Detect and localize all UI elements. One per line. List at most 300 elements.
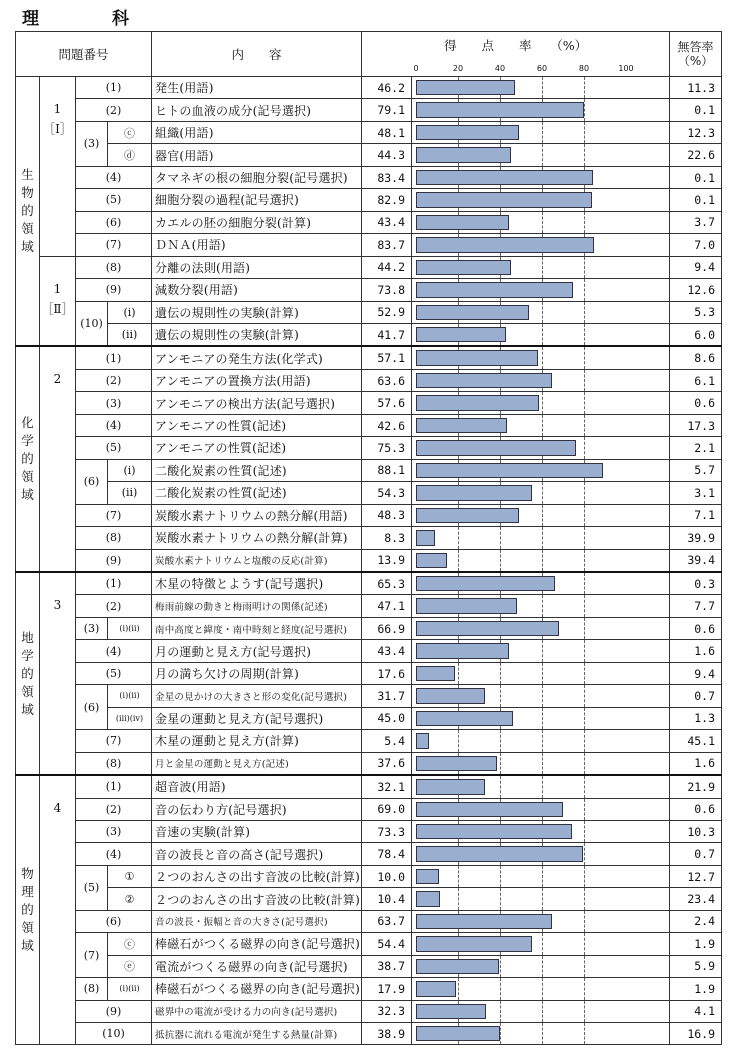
sub-question: ① [108,865,152,887]
content-cell: 月と金星の運動と見え方(記述) [152,752,362,775]
content-cell: アンモニアの検出方法(記号選択) [152,392,362,414]
sub-question: (ⅲ)(ⅳ) [108,707,152,729]
rate-value: 73.8 [362,279,412,301]
rate-value: 66.9 [362,617,412,639]
gridline [584,279,585,300]
table-row [16,482,722,504]
question-number: (2) [76,595,152,617]
rate-bar [416,981,456,996]
gridline [584,212,585,233]
question-number: (3) [76,820,152,842]
sub-question: ⓒ [108,121,152,143]
rate-bar-cell [412,640,670,662]
table-row [16,775,722,798]
gridline [500,550,501,571]
no-answer-value: 0.1 [670,166,722,188]
problem-no-header: 問題番号 [16,32,152,77]
no-answer-value: 3.7 [670,211,722,233]
rate-bar [416,779,485,794]
gridline [584,1001,585,1022]
sub-question: (ⅰ)(ⅱ) [108,617,152,639]
table-row [16,572,722,595]
rate-bar [416,846,583,861]
question-number: (6) [76,459,108,504]
table-row [16,798,722,820]
table-row [16,234,722,256]
rate-value: 17.9 [362,978,412,1000]
rate-bar-cell [412,775,670,798]
rate-value: 48.3 [362,504,412,526]
axis-tick-label: 100 [618,64,634,73]
rate-value: 54.4 [362,933,412,955]
gridline [584,99,585,120]
gridline [584,978,585,999]
content-cell: 金星の運動と見え方(記号選択) [152,707,362,729]
table-row [16,1000,722,1022]
gridline [458,730,459,751]
content-cell: 遺伝の規則性の実験(計算) [152,323,362,346]
no-answer-value: 1.9 [670,978,722,1000]
question-number: (3) [76,121,108,166]
no-answer-value: 11.3 [670,77,722,99]
rate-bar [416,147,511,162]
no-answer-value: 5.7 [670,459,722,481]
no-answer-value: 21.9 [670,775,722,798]
rate-value: 88.1 [362,459,412,481]
rate-bar [416,463,603,478]
gridline [542,257,543,278]
table-body [16,77,722,1045]
content-cell: 金星の見かけの大きさと形の変化(記号選択) [152,685,362,707]
gridline [584,799,585,820]
content-cell: 磁界中の電流が受ける力の向き(記号選択) [152,1000,362,1022]
rate-bar-cell [412,392,670,414]
rate-bar-cell [412,1023,670,1045]
table-row [16,910,722,932]
gridline [500,527,501,548]
rate-value: 69.0 [362,798,412,820]
gridline [542,144,543,165]
table-row [16,323,722,346]
rate-bar [416,576,555,591]
gridline [500,866,501,887]
table-row [16,662,722,684]
table-row [16,820,722,842]
question-number: (8) [76,752,152,775]
gridline [584,370,585,391]
table-row [16,99,722,121]
table-row [16,414,722,436]
axis-tick-label: 40 [494,64,506,73]
question-number: (5) [76,189,152,211]
content-cell: 木星の運動と見え方(計算) [152,730,362,752]
question-number: (9) [76,549,152,572]
gridline [458,888,459,909]
gridline [500,1023,501,1044]
no-answer-value: 5.3 [670,301,722,323]
rate-bar-cell [412,414,670,436]
rate-bar-cell [412,549,670,572]
rate-bar-cell [412,527,670,549]
no-answer-value: 2.4 [670,910,722,932]
table-row [16,121,722,143]
rate-value: 31.7 [362,685,412,707]
question-number: (5) [76,865,108,910]
content-cell: 炭酸水素ナトリウムと塩酸の反応(計算) [152,549,362,572]
rate-bar-cell [412,99,670,121]
group-label: 3 [40,572,76,775]
table-row [16,843,722,865]
rate-bar-cell [412,955,670,977]
gridline [542,640,543,661]
question-number: (8) [76,256,152,278]
table-row [16,752,722,775]
rate-value: 5.4 [362,730,412,752]
table-row [16,707,722,729]
content-cell: 音の波長と音の高さ(記号選択) [152,843,362,865]
rate-bar [416,485,532,500]
no-answer-value: 6.0 [670,323,722,346]
field-label: 物 理 的 領 域 [16,775,40,1045]
gridline [542,324,543,345]
gridline [500,753,501,774]
no-answer-value: 16.9 [670,1023,722,1045]
rate-bar-cell [412,144,670,166]
rate-bar-cell [412,617,670,639]
rate-bar-cell [412,572,670,595]
gridline [500,730,501,751]
content-cell: 音の伝わり方(記号選択) [152,798,362,820]
rate-bar [416,440,576,455]
rate-bar [416,192,592,207]
gridline [500,776,501,797]
table-row [16,1023,722,1045]
table-row [16,166,722,188]
rate-bar [416,80,515,95]
sub-question: ⓓ [108,144,152,166]
sub-question: ⓒ [108,933,152,955]
rate-value: 54.3 [362,482,412,504]
sub-question: (ⅱ) [108,323,152,346]
axis-tick-label: 0 [413,64,419,73]
field-label: 生 物 的 領 域 [16,77,40,347]
rate-value: 46.2 [362,77,412,99]
group-label: 4 [40,775,76,1045]
no-answer-value: 22.6 [670,144,722,166]
question-number: (5) [76,662,152,684]
content-cell: 炭酸水素ナトリウムの熱分解(用語) [152,504,362,526]
axis-tick-label: 20 [452,64,464,73]
gridline [584,730,585,751]
gridline [542,708,543,729]
question-number: (7) [76,730,152,752]
gridline [542,663,543,684]
rate-value: 37.6 [362,752,412,775]
no-answer-value: 8.6 [670,346,722,369]
question-number: (9) [76,1000,152,1022]
rate-bar [416,959,499,974]
no-answer-value: 1.3 [670,707,722,729]
gridline [542,550,543,571]
rate-value: 83.7 [362,234,412,256]
no-answer-value: 5.9 [670,955,722,977]
gridline [500,685,501,706]
question-number: (7) [76,504,152,526]
gridline [584,437,585,458]
rate-value: 10.4 [362,888,412,910]
table-row [16,955,722,977]
rate-bar-cell [412,1000,670,1022]
content-cell: 電流がつくる磁界の向き(記号選択) [152,955,362,977]
rate-value: 41.7 [362,323,412,346]
gridline [542,730,543,751]
results-table [15,31,722,1045]
rate-bar-cell [412,865,670,887]
table-row [16,301,722,323]
no-answer-value: 23.4 [670,888,722,910]
no-answer-value: 39.4 [670,549,722,572]
rate-bar-cell [412,279,670,301]
rate-value: 48.1 [362,121,412,143]
table-row [16,459,722,481]
gridline [542,77,543,98]
gridline [542,1001,543,1022]
content-cell: 細胞分裂の過程(記号選択) [152,189,362,211]
no-answer-value: 0.6 [670,392,722,414]
rate-bar-cell [412,820,670,842]
content-header: 内 容 [152,32,362,77]
content-cell: 発生(用語) [152,77,362,99]
rate-value: 38.7 [362,955,412,977]
sub-question: (ⅰ) [108,459,152,481]
rate-value: 45.0 [362,707,412,729]
rate-bar-cell [412,482,670,504]
no-answer-value: 45.1 [670,730,722,752]
table-row [16,369,722,391]
no-answer-header: 無答率 （%） [670,32,722,77]
sub-question: (ⅰ)(ⅱ) [108,978,152,1000]
content-cell: 超音波(用語) [152,775,362,798]
question-number: (6) [76,211,152,233]
content-cell: 月の満ち欠けの周期(計算) [152,662,362,684]
rate-value: 79.1 [362,99,412,121]
question-number: (4) [76,166,152,188]
gridline [542,415,543,436]
table-row [16,730,722,752]
content-cell: 二酸化炭素の性質(記述) [152,482,362,504]
content-cell: 音速の実験(計算) [152,820,362,842]
no-answer-value: 6.1 [670,369,722,391]
no-answer-value: 1.9 [670,933,722,955]
rate-bar [416,125,519,140]
content-cell: 梅雨前線の動きと梅雨明けの関係(記述) [152,595,362,617]
page-title: 理 科 [22,9,157,29]
table-row [16,256,722,278]
table-row [16,279,722,301]
rate-value: 83.4 [362,166,412,188]
rate-bar [416,914,552,929]
no-answer-value: 0.7 [670,685,722,707]
no-answer-value: 0.6 [670,798,722,820]
content-cell: 器官(用語) [152,144,362,166]
no-answer-value: 12.3 [670,121,722,143]
rate-bar [416,530,435,545]
sub-question: ② [108,888,152,910]
rate-bar-cell [412,437,670,459]
no-answer-value: 10.3 [670,820,722,842]
question-number: (8) [76,527,152,549]
rate-bar [416,508,519,523]
content-cell: 月の運動と見え方(記号選択) [152,640,362,662]
content-cell: タマネギの根の細胞分裂(記号選択) [152,166,362,188]
no-answer-value: 0.6 [670,617,722,639]
gridline [584,302,585,323]
gridline [458,663,459,684]
question-number: (9) [76,279,152,301]
rate-value: 32.1 [362,775,412,798]
gridline [542,776,543,797]
no-answer-value: 9.4 [670,662,722,684]
rate-bar-cell [412,504,670,526]
question-number: (3) [76,392,152,414]
table-row [16,595,722,617]
content-cell: ２つのおんさの出す音波の比較(計算) [152,888,362,910]
group-label: 2 [40,346,76,572]
gridline [584,347,585,368]
content-cell: 抵抗器に流れる電流が発生する熱量(計算) [152,1023,362,1045]
gridline [584,257,585,278]
question-number: (7) [76,933,108,978]
rate-bar-cell [412,798,670,820]
rate-bar [416,891,440,906]
gridline [542,753,543,774]
rate-bar-cell [412,121,670,143]
question-number: (10) [76,301,108,346]
content-cell: カエルの胚の細胞分裂(計算) [152,211,362,233]
no-answer-value: 9.4 [670,256,722,278]
sub-question: (ⅰ)(ⅱ) [108,685,152,707]
question-number: (5) [76,437,152,459]
rate-bar [416,756,497,771]
table-row [16,144,722,166]
content-cell: 減数分裂(用語) [152,279,362,301]
gridline [584,527,585,548]
rate-bar [416,305,529,320]
rate-bar [416,350,538,365]
content-cell: 組織(用語) [152,121,362,143]
gridline [584,933,585,954]
rate-bar [416,327,506,342]
rate-bar [416,237,594,252]
no-answer-value: 4.1 [670,1000,722,1022]
rate-value: 43.4 [362,211,412,233]
question-number: (1) [76,77,152,99]
content-cell: 棒磁石がつくる磁界の向き(記号選択) [152,933,362,955]
no-answer-value: 3.1 [670,482,722,504]
question-number: (8) [76,978,108,1000]
question-number: (4) [76,414,152,436]
rate-bar [416,824,572,839]
rate-bar [416,711,513,726]
rate-value: 63.7 [362,910,412,932]
rate-bar [416,102,584,117]
gridline [542,956,543,977]
gridline [458,527,459,548]
no-answer-value: 7.1 [670,504,722,526]
rate-bar [416,598,517,613]
rate-bar [416,733,429,748]
rate-bar [416,1026,500,1041]
rate-bar-cell [412,595,670,617]
rate-bar [416,553,447,568]
table-row [16,527,722,549]
field-label: 地 学 的 領 域 [16,572,40,775]
rate-value: 38.9 [362,1023,412,1045]
rate-bar-cell [412,662,670,684]
rate-value: 8.3 [362,527,412,549]
table-row [16,865,722,887]
rate-bar-cell [412,730,670,752]
no-answer-value: 0.7 [670,843,722,865]
gridline [584,415,585,436]
gridline [542,527,543,548]
gridline [584,1023,585,1044]
gridline [542,1023,543,1044]
gridline [542,392,543,413]
rate-bar-cell [412,910,670,932]
field-label: 化 学 的 領 域 [16,346,40,572]
group-label: 1 ［Ⅰ］ [40,77,76,257]
rate-value: 42.6 [362,414,412,436]
gridline [584,77,585,98]
table-row [16,437,722,459]
gridline [584,324,585,345]
gridline [542,595,543,616]
content-cell: 木星の特徴とようす(記号選択) [152,572,362,595]
question-number: (6) [76,685,108,730]
question-number: (2) [76,99,152,121]
gridline [542,933,543,954]
gridline [584,776,585,797]
question-number: (3) [76,617,108,639]
no-answer-value: 1.6 [670,752,722,775]
question-number: (10) [76,1023,152,1045]
rate-bar [416,688,485,703]
rate-bar-cell [412,843,670,865]
rate-header [362,32,670,77]
table-row [16,888,722,910]
axis-tick-label: 80 [578,64,590,73]
gridline [458,866,459,887]
question-number: (7) [76,234,152,256]
gridline [584,595,585,616]
rate-bar [416,802,563,817]
rate-bar [416,282,573,297]
gridline [500,1001,501,1022]
gridline [584,640,585,661]
no-answer-value: 2.1 [670,437,722,459]
gridline [584,843,585,864]
question-number: (1) [76,346,152,369]
question-number: (2) [76,798,152,820]
gridline [584,956,585,977]
content-cell: 炭酸水素ナトリウムの熱分解(計算) [152,527,362,549]
no-answer-value: 0.1 [670,99,722,121]
table-row [16,933,722,955]
rate-bar [416,373,552,388]
table-row [16,504,722,526]
table-row [16,640,722,662]
